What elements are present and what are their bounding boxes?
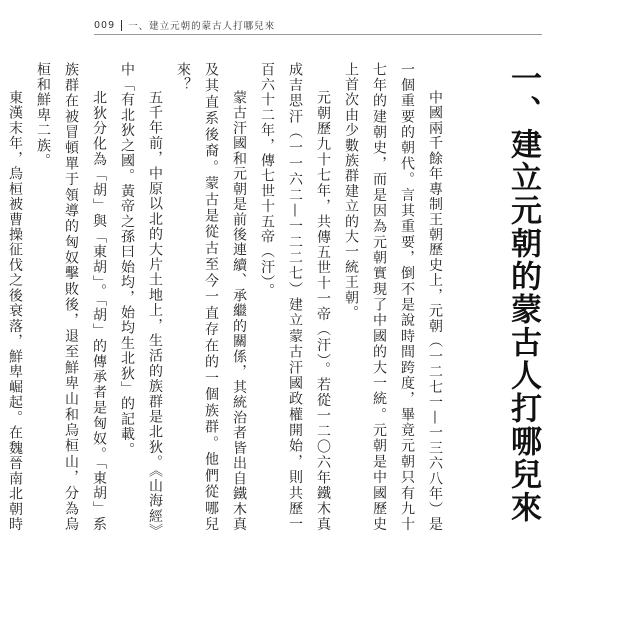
page-number: 009 [94, 19, 116, 31]
paragraph: 元朝歷九十七年，共傳五世十一帝（汗）。若從一二〇六年鐵木真成吉思汗（一一六二—一二二七）建立蒙古汗國政權開始，則共歷一百六十二年，傳七世十五帝（汗）。 [259, 62, 331, 532]
paragraph: 北狄分化為「胡」與「東胡」。「胡」的傳承者是匈奴。「東胡」系族群在被冒頓單于領導的匈奴擊敗後，退至鮮卑山和烏桓山，分為烏桓和鮮卑二族。 [35, 62, 107, 532]
running-header [94, 18, 275, 32]
paragraph: 五千年前，中原以北的大片土地上，生活的族群是北狄。《山海經》中「有北狄之國。黃帝之孫曰始均，始均生北狄」的記載。 [119, 62, 163, 532]
header-separator [121, 20, 122, 31]
paragraph: 中國兩千餘年專制王朝歷史上，元朝（一二七一—一三六八年）是一個重要的朝代。言其重要，倒不是說時間跨度，畢竟元朝只有九十七年的建朝史，而是因為元朝實現了中國的大一統。元朝是中國歷史上首次由少數族群建立的大一統王朝。 [343, 62, 443, 532]
running-header-chapter: 一、建立元朝的蒙古人打哪兒來 [128, 21, 276, 32]
paragraph: 東漢末年，烏桓被曹操征伐之後衰落，鮮卑崛起。在魏晉南北朝時 [7, 90, 23, 532]
paragraph: 蒙古汗國和元朝是前後連續、承繼的關係，其統治者皆出自鐵木真及其直系後裔。蒙古是從古至今一直存在的一個族群。他們從哪兒來？ [175, 62, 247, 532]
vertical-text-body [0, 62, 546, 532]
header-rule [94, 34, 542, 35]
chapter-title: 一、建立元朝的蒙古人打哪兒來 [505, 62, 541, 524]
